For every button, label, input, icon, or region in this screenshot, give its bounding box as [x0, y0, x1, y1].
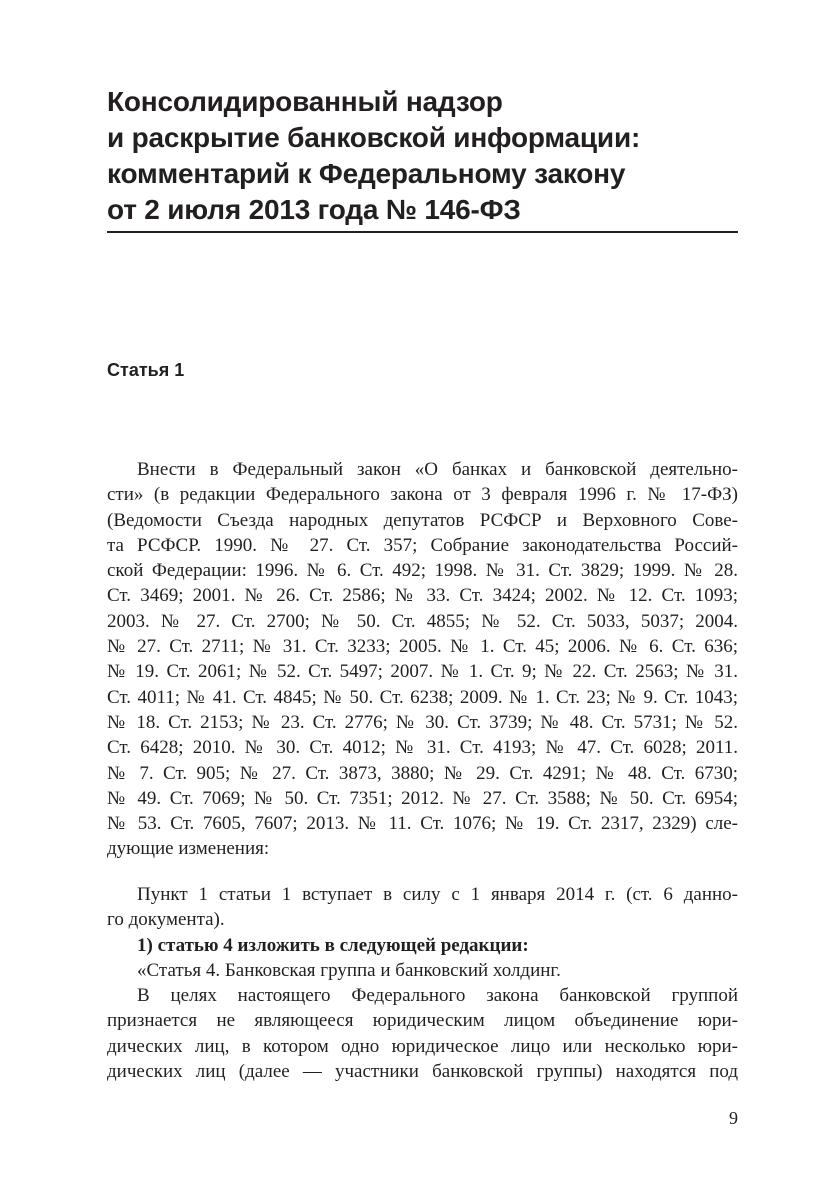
paragraph-line: признается не являющееся юридическим лицом объединение юри-	[107, 1010, 738, 1032]
paragraph-line: В целях настоящего Федерального закона банковской группой	[137, 985, 738, 1007]
document-title	[107, 84, 747, 228]
paragraph-line: сти» (в редакции Федерального закона от 3 февраля 1996 г. № 17-ФЗ)	[107, 484, 738, 506]
title-divider	[107, 231, 738, 233]
paragraph-line: Пункт 1 статьи 1 вступает в силу с 1 января 2014 г. (ст. 6 данно-	[137, 884, 738, 905]
effective-note	[107, 882, 738, 1084]
paragraph-line: Ст. 3469; 2001. № 26. Ст. 2586; № 33. Ст. 3424; 2002. № 12. Ст. 1093;	[107, 585, 738, 607]
section-heading: Статья 1	[107, 360, 185, 380]
title-line: Консолидированный надзор	[107, 86, 503, 117]
paragraph-line: дующие изменения:	[107, 838, 270, 860]
paragraph-line: № 18. Ст. 2153; № 23. Ст. 2776; № 30. Ст. 3739; № 48. Ст. 5731; № 52.	[107, 711, 738, 733]
paragraph-line: (Ведомости Съезда народных депутатов РСФСР и Верховного Сове-	[107, 509, 738, 531]
amendment-heading: 1) статью 4 изложить в следующей редакции:	[137, 934, 529, 956]
paragraph-line: № 19. Ст. 2061; № 52. Ст. 5497; 2007. № 1. Ст. 9; № 22. Ст. 2563; № 31.	[107, 661, 738, 683]
paragraph-line: № 49. Ст. 7069; № 50. Ст. 7351; 2012. № 27. Ст. 3588; № 50. Ст. 6954;	[107, 787, 738, 809]
paragraph-line: та РСФСР. 1990. № 27. Ст. 357; Собрание законодательства Россий-	[107, 534, 738, 556]
title-line: комментарий к Федеральному закону	[107, 158, 626, 189]
title-line: от 2 июля 2013 года № 146-ФЗ	[107, 194, 521, 225]
paragraph-line: № 27. Ст. 2711; № 31. Ст. 3233; 2005. № 1. Ст. 45; 2006. № 6. Ст. 636;	[107, 636, 738, 658]
paragraph-line: Ст. 4011; № 41. Ст. 4845; № 50. Ст. 6238; 2009. № 1. Ст. 23; № 9. Ст. 1043;	[107, 686, 738, 708]
article-title: «Статья 4. Банковская группа и банковский холдинг.	[137, 959, 561, 981]
paragraph-line: 2003. № 27. Ст. 2700; № 50. Ст. 4855; № 52. Ст. 5033, 5037; 2004.	[107, 610, 738, 632]
title-line: и раскрытие банковской информации:	[107, 122, 641, 153]
paragraph-line: № 53. Ст. 7605, 7607; 2013. № 11. Ст. 1076; № 19. Ст. 2317, 2329) сле-	[107, 813, 738, 835]
page-number: 9	[729, 1108, 738, 1128]
paragraph-line: Ст. 6428; 2010. № 30. Ст. 4012; № 31. Ст. 4193; № 47. Ст. 6028; 2011.	[107, 737, 738, 759]
paragraph-line: Внести в Федеральный закон «О банках и банковской деятельно-	[137, 459, 738, 480]
paragraph-line: ской Федерации: 1996. № 6. Ст. 492; 1998. № 31. Ст. 3829; 1999. № 28.	[107, 560, 738, 582]
paragraph-line: № 7. Ст. 905; № 27. Ст. 3873, 3880; № 29. Ст. 4291; № 48. Ст. 6730;	[107, 762, 738, 784]
paragraph-line: дических лиц, в котором одно юридическое лицо или несколько юри-	[107, 1035, 738, 1057]
paragraph-line: дических лиц (далее — участники банковской группы) находятся под	[107, 1061, 738, 1083]
paragraph-line: го документа).	[107, 909, 225, 931]
main-paragraph	[107, 457, 738, 862]
